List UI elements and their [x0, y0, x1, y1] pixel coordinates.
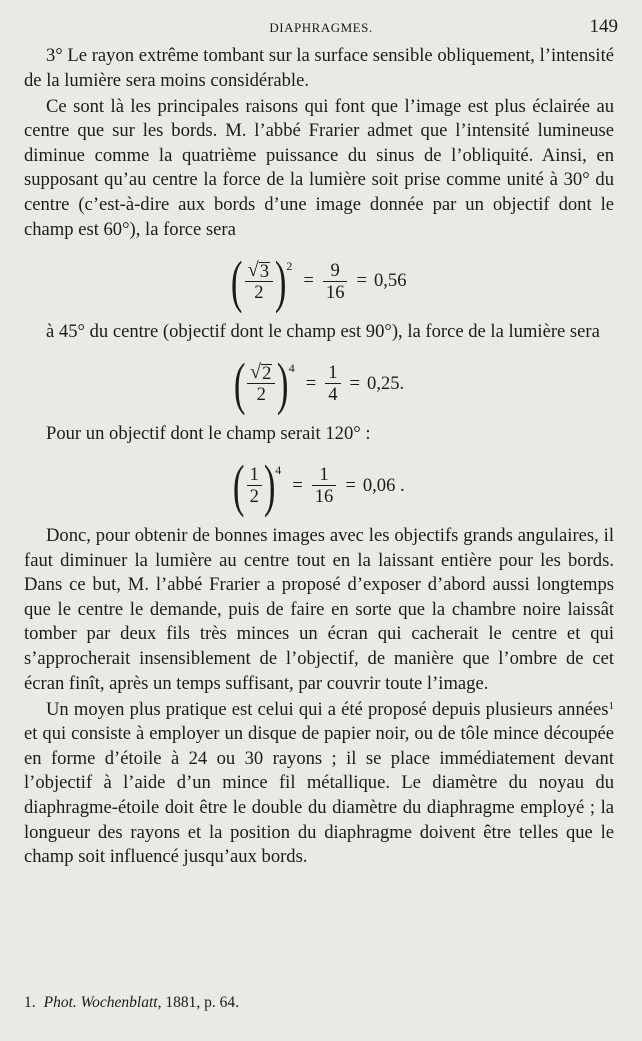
formula-1-result: 0,56 — [373, 270, 407, 292]
formula-3-result: 0,06 . — [362, 474, 405, 496]
formula-1-rhs — [323, 261, 348, 302]
formula-60-degrees: ( $\frac{1}{2}$ ) 4 = $\frac{1}{16}$ = 0,06 . — [233, 452, 405, 518]
formula-1-radicand: 3 — [259, 261, 270, 283]
formula-30-degrees: ( √ 3 2 ) 2 = $\frac{9}{16}$ = 0,56 — [231, 248, 407, 314]
formula-1-rhs-numerator: 9 — [330, 260, 340, 282]
paragraph-4: Pour un objectif dont le champ serait 120° : — [46, 422, 371, 444]
formula-2-rhs — [325, 363, 340, 404]
formula-3-rhs-numerator: 1 — [319, 464, 329, 486]
paragraph-6-end: et qui consiste à employer un disque de papier noir, ou de tôle mince découpée en forme d’étoile à 24 ou 30 rayons ; il se place immédiatement devant l’objectif à l’aide d’un mince fil métallique. Le diamètre du noyau du diaphragme-étoile doit être le double du diamètre du diaphragme employé ; la longueur des rayons et la position du diaphragme doivent être telles que le champ soit influencé jusqu’aux bords. — [24, 723, 614, 868]
formula-2-radicand: 2 — [262, 363, 272, 385]
formula-2-base: √ 2 2 — [247, 363, 275, 404]
formula-3-exponent: 4 — [275, 462, 282, 477]
formula-1-base: √ 3 2 — [245, 261, 273, 302]
formula-2-rhs-denominator: 4 — [328, 384, 338, 406]
formula-45-degrees: ( √ 2 2 ) 4 = $\frac{1}{4}$ = 0,25. — [233, 350, 405, 416]
formula-2-exponent: 4 — [288, 360, 295, 375]
paragraph-1: 3° Le rayon extrême tombant sur la surface sensible obliquement, l’intensité de la lumière sera moins considérable. — [24, 45, 614, 91]
running-head: DIAPHRAGMES. — [269, 20, 373, 35]
paragraph-3: à 45° du centre (objectif dont le champ est 90°), la force de la lumière sera — [46, 320, 600, 342]
formula-1-exponent: 2 — [286, 258, 293, 273]
paragraph-5: Donc, pour obtenir de bonnes images avec les objectifs grands angulaires, il faut diminuer la lumière au centre tout en la laissant entière pour les bords. Dans ce but, M. l’abbé Frarier a proposé d’exposer d’abord aussi longtemps que le centre le demande, puis de faire en sorte que la chambre noire laissât tomber par deux fils très minces un écran qui cacherait le centre et qui s’approcherait insensiblement de l’objectif, de manière que l’ombre de cet écran finît, après un temps suffisant, par couvrir toute l’image. — [24, 524, 614, 694]
formula-2-base-denominator: 2 — [256, 384, 266, 406]
footnote-details: , 1881, p. 64. — [157, 994, 239, 1011]
formula-1-base-denominator: 2 — [254, 282, 264, 304]
formula-3-rhs — [312, 465, 337, 506]
body-text — [24, 44, 614, 871]
paragraph-6 — [24, 698, 614, 870]
formula-2-rhs-numerator: 1 — [328, 362, 338, 384]
formula-1-rhs-denominator: 16 — [325, 282, 345, 304]
formula-3-base-numerator: 1 — [249, 464, 259, 486]
footnote-number: 1. — [24, 994, 36, 1011]
formula-3-base — [247, 465, 262, 506]
paragraph-2: Ce sont là les principales raisons qui font que l’image est plus éclairée au centre que sur les bords. M. l’abbé Frarier admet que l’intensité lumineuse diminue comme la quatrième puissance du sinus de l’obliquité. Ainsi, en supposant qu’au centre la force de la lumière soit prise comme unité à 30° du centre (c’est-à-dire aux bords d’une image donnée par un objectif dont le champ est 60°), la force sera — [24, 95, 614, 240]
page-number: 149 — [589, 16, 618, 37]
footnote — [24, 993, 614, 1013]
footnote-reference: 1 — [608, 699, 614, 712]
formula-3-base-denominator: 2 — [249, 486, 259, 508]
page-header — [0, 16, 642, 40]
footnote-source: Phot. Wochenblatt — [43, 994, 158, 1011]
formula-2-result: 0,25. — [367, 372, 405, 394]
formula-3-rhs-denominator: 16 — [314, 486, 334, 508]
paragraph-6-start: Un moyen plus pratique est celui qui a été proposé depuis plusieurs années — [46, 698, 609, 720]
